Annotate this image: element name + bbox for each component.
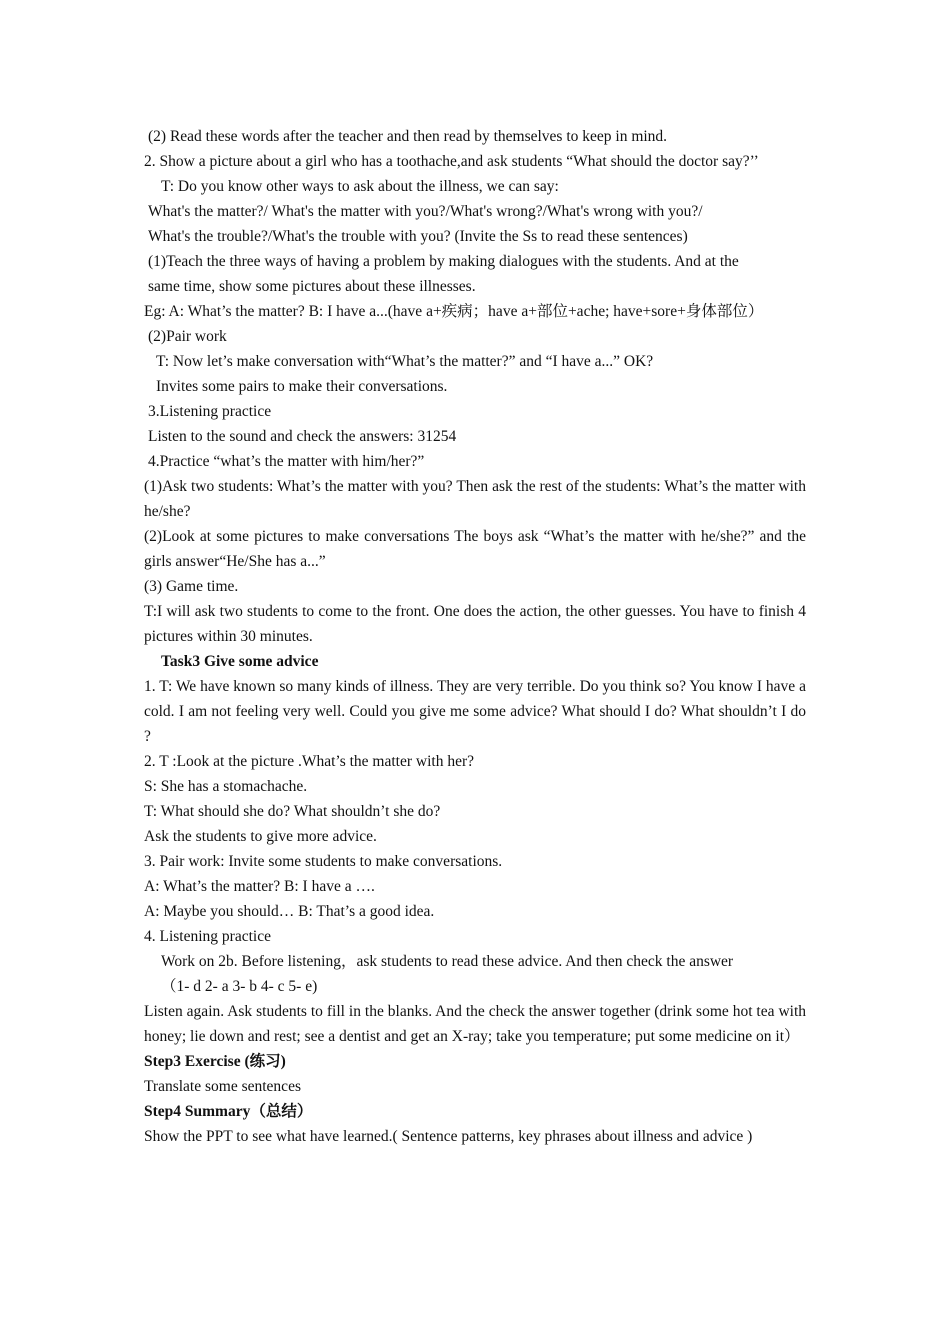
text-line: same time, show some pictures about these illnesses.: [148, 278, 476, 295]
text-line: Show the PPT to see what have learned.( Sentence patterns, key phrases about illness and advice ): [144, 1128, 753, 1145]
text-line: (1)Ask two students: What’s the matter with you? Then ask the rest of the students: What’s the matter with he/she?: [144, 478, 806, 520]
text-line: 3. Pair work: Invite some students to make conversations.: [144, 853, 503, 870]
document-body: [144, 124, 806, 1149]
text-line: Invites some pairs to make their conversations.: [156, 378, 448, 395]
text-line: Task3 Give some advice: [161, 653, 319, 670]
text-line: 2. T :Look at the picture .What’s the matter with her?: [144, 753, 474, 770]
text-line: (3) Game time.: [144, 578, 239, 595]
text-line: (1)Teach the three ways of having a problem by making dialogues with the students. And at the: [148, 253, 739, 270]
text-line: Translate some sentences: [144, 1078, 301, 1095]
text-line: A: Maybe you should… B: That’s a good idea.: [144, 903, 435, 920]
text-line: Ask the students to give more advice.: [144, 828, 377, 845]
text-line: （1- d 2- a 3- b 4- c 5- e): [161, 978, 318, 995]
text-line: T: Now let’s make conversation with“What’s the matter?” and “I have a...” OK?: [156, 353, 654, 370]
text-line: (2)Pair work: [148, 328, 227, 345]
text-line: Step4 Summary（总结）: [144, 1103, 313, 1120]
text-line: A: What’s the matter? B: I have a ….: [144, 878, 375, 895]
text-line: Listen again. Ask students to fill in the blanks. And the check the answer together (drink some hot tea with honey; lie down and rest; see a dentist and get an X-ray; take you temperature; put some medicine on it）: [144, 1003, 806, 1045]
text-line: Step3 Exercise (练习): [144, 1053, 286, 1070]
text-line: What's the trouble?/What's the trouble with you? (Invite the Ss to read these sentences): [148, 228, 688, 245]
text-line: (2) Read these words after the teacher and then read by themselves to keep in mind.: [148, 128, 668, 145]
text-line: T: What should she do? What shouldn’t she do?: [144, 803, 441, 820]
text-line: T:I will ask two students to come to the front. One does the action, the other guesses. You have to finish 4 pictures within 30 minutes.: [144, 603, 806, 645]
text-line: Listen to the sound and check the answers: 31254: [148, 428, 457, 445]
text-line: 2. Show a picture about a girl who has a toothache,and ask students “What should the doctor say?’’: [144, 153, 759, 170]
text-line: Work on 2b. Before listening，ask students to read these advice. And then check the answer: [161, 953, 734, 970]
text-line: 1. T: We have known so many kinds of illness. They are very terrible. Do you think so? You know I have a cold. I am not feeling very well. Could you give me some advice? What should I do? What shouldn’t I do ?: [144, 678, 806, 745]
text-line: 3.Listening practice: [148, 403, 272, 420]
text-line: 4. Listening practice: [144, 928, 271, 945]
text-line: T: Do you know other ways to ask about the illness, we can say:: [161, 178, 559, 195]
text-line: S: She has a stomachache.: [144, 778, 308, 795]
text-line: What's the matter?/ What's the matter with you?/What's wrong?/What's wrong with you?/: [148, 203, 703, 220]
text-line: Eg: A: What’s the matter? B: I have a...(have a+疾病；have a+部位+ache; have+sore+身体部位）: [144, 303, 764, 320]
text-line: 4.Practice “what’s the matter with him/her?”: [148, 453, 425, 470]
text-line: (2)Look at some pictures to make conversations The boys ask “What’s the matter with he/she?” and the girls answer“He/She has a...”: [144, 528, 806, 570]
